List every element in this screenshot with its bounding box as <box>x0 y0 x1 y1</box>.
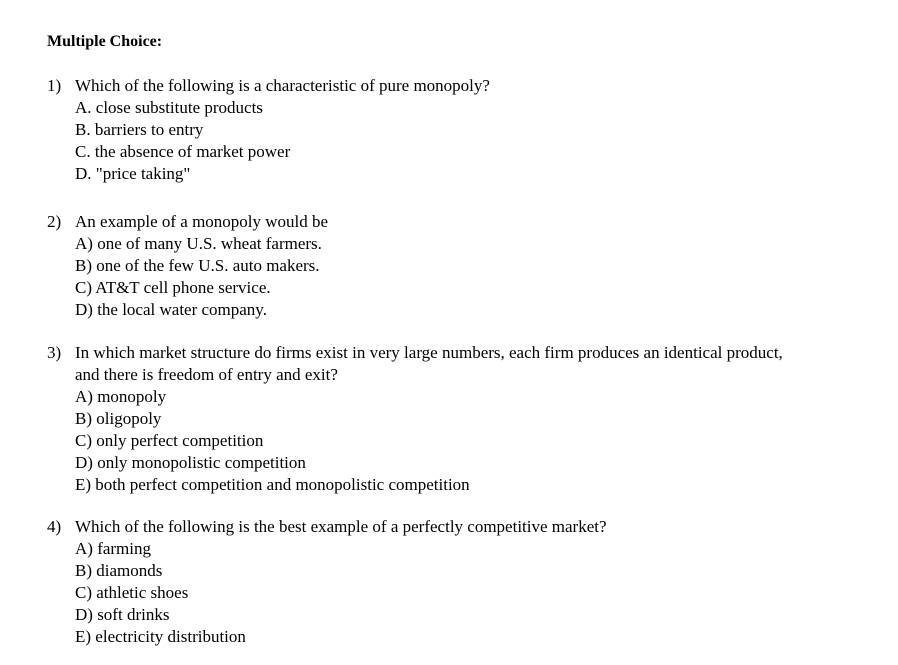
question-text: Which of the following is the best example of a perfectly competitive market? <box>75 517 607 536</box>
question-2 <box>47 211 887 321</box>
option-d: D) soft drinks <box>75 605 170 624</box>
option-b: B) diamonds <box>75 561 163 580</box>
question-3 <box>47 342 887 496</box>
question-number: 4) <box>47 517 62 536</box>
option-a: A) monopoly <box>75 387 167 406</box>
question-text-continued: and there is freedom of entry and exit? <box>75 365 338 384</box>
option-b: B. barriers to entry <box>75 120 204 139</box>
option-a: A) farming <box>75 539 152 558</box>
option-e: E) electricity distribution <box>75 627 246 646</box>
option-a: A) one of many U.S. wheat farmers. <box>75 234 322 253</box>
option-c: C) AT&T cell phone service. <box>75 278 271 297</box>
option-d: D) only monopolistic competition <box>75 453 306 472</box>
question-number: 1) <box>47 76 62 95</box>
option-b: B) one of the few U.S. auto makers. <box>75 256 320 275</box>
question-text: An example of a monopoly would be <box>75 212 329 231</box>
question-number: 2) <box>47 212 62 231</box>
option-d: D. "price taking" <box>75 164 191 183</box>
option-e: E) both perfect competition and monopolistic competition <box>75 475 470 494</box>
option-d: D) the local water company. <box>75 300 267 319</box>
option-c: C. the absence of market power <box>75 142 291 161</box>
section-heading: Multiple Choice: <box>47 33 163 50</box>
question-text: Which of the following is a characteristic of pure monopoly? <box>75 76 490 95</box>
question-number: 3) <box>47 343 62 362</box>
question-text: In which market structure do firms exist in very large numbers, each firm produces an identical product, <box>75 343 783 362</box>
option-b: B) oligopoly <box>75 409 162 428</box>
option-c: C) only perfect competition <box>75 431 264 450</box>
option-a: A. close substitute products <box>75 98 263 117</box>
question-1 <box>47 75 887 185</box>
option-c: C) athletic shoes <box>75 583 189 602</box>
question-4 <box>47 516 887 648</box>
